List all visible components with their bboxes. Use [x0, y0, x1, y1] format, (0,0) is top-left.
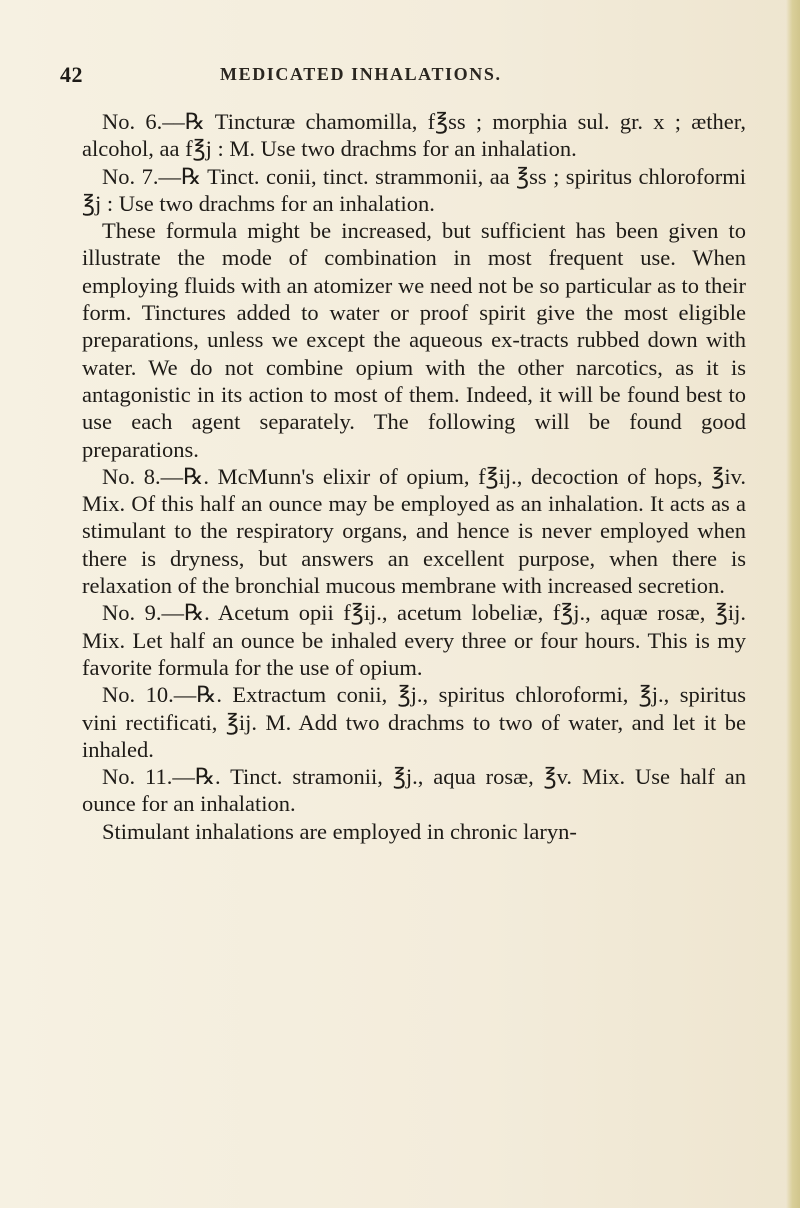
running-head: MEDICATED INHALATIONS.	[220, 64, 502, 84]
paragraph-combination: These formula might be increased, but sufficient has been given to illustrate the mode of combination in most frequent use. When employing fluids with an atomizer we need not be so particular as to their form. Tinctures added to water or proof spirit give the most eligible preparations, unless we except the aqueous ex-tracts rubbed down with water. We do not combine opium with the other narcotics, as it is antagonistic in its action to most of them. Indeed, it will be found best to use each agent separately. The following will be found good preparations.	[82, 218, 746, 462]
page-number: 42	[60, 62, 83, 87]
body-text	[82, 108, 746, 845]
formula-no-6: No. 6.––℞ Tincturæ chamomilla, f℥ss ; morphia sul. gr. x ; æther, alcohol, aa f℥j : M. Use two drachms for an inhalation.	[82, 109, 746, 162]
formula-no-11: No. 11.—℞. Tinct. stramonii, ℥j., aqua rosæ, ℥v. Mix. Use half an ounce for an inhalation.	[82, 764, 746, 817]
page-edge-shadow	[786, 0, 800, 1208]
formula-no-8: No. 8.—℞. McMunn's elixir of opium, f℥ij., decoction of hops, ℥iv. Mix. Of this half an ounce may be employed as an inhalation. It acts as a stimulant to the respiratory organs, and hence is never employed when there is dryness, but answers an excellent purpose, when there is relaxation of the bronchial mucous membrane with increased secretion.	[82, 463, 746, 599]
formula-no-10: No. 10.—℞. Extractum conii, ℥j., spiritus chloroformi, ℥j., spiritus vini rectificati, ℥ij. M. Add two drachms to two of water, and let it be inhaled.	[82, 682, 746, 762]
formula-no-7: No. 7.—℞ Tinct. conii, tinct. strammonii, aa ℥ss ; spiritus chloroformi ℥j : Use two drachms for an inhalation.	[82, 163, 746, 216]
paragraph-stimulant: Stimulant inhalations are employed in chronic laryn-	[102, 818, 577, 844]
page-header	[60, 62, 740, 88]
formula-no-9: No. 9.—℞. Acetum opii f℥ij., acetum lobeliæ, f℥j., aquæ rosæ, ℥ij. Mix. Let half an ounce be inhaled every three or four hours. This is my favorite formula for the use of opium.	[82, 600, 746, 680]
